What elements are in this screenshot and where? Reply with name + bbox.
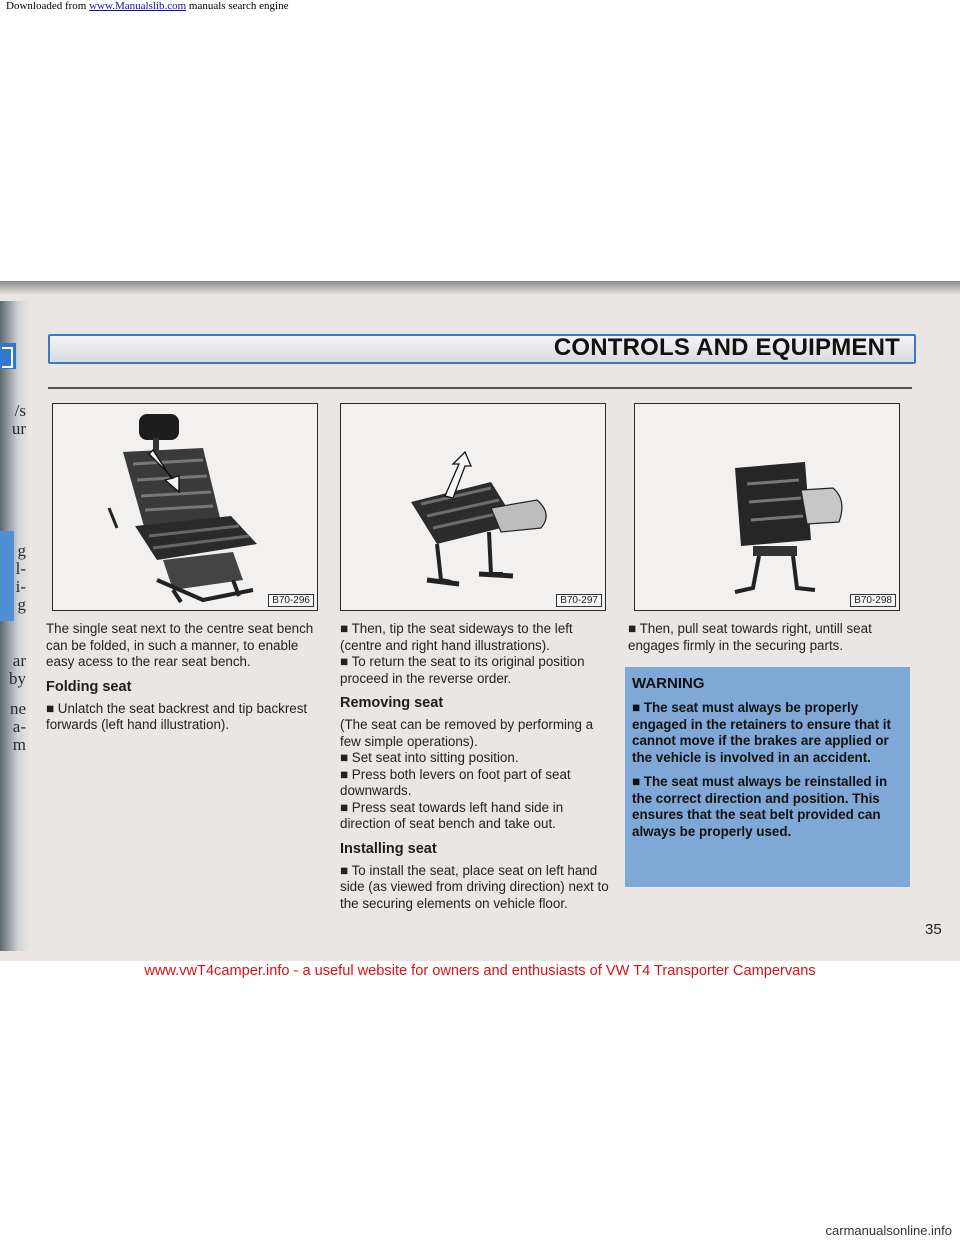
left-column: [46, 621, 316, 742]
backrest-lever: [109, 508, 117, 528]
top-banner: [6, 0, 288, 12]
removing-step: ■ Set seat into sitting position.: [340, 750, 519, 765]
figure-code: B70-296: [268, 594, 314, 607]
warning-engaged-text: ■ The seat must always be properly engaged in the retainers to ensure that it cannot move if the brakes are applied or the vehicle is involved in an accident.: [632, 700, 891, 765]
right-column: [628, 621, 910, 662]
manual-page: [0, 281, 960, 979]
warning-box: [625, 667, 910, 887]
previous-page-mark: i-: [15, 577, 26, 596]
folding-seat-text: ■ Unlatch the seat backrest and tip backrest forwards (left hand illustration).: [46, 700, 308, 732]
header-rule: [48, 387, 912, 389]
installing-seat-heading: Installing seat: [340, 840, 437, 857]
removing-seat-heading: Removing seat: [340, 695, 444, 711]
pull-seat-text: ■ Then, pull seat towards right, untill seat engages firmly in the securing parts.: [628, 621, 872, 653]
top-banner-prefix: Downloaded from: [6, 0, 90, 12]
previous-page-mark: g: [17, 595, 26, 614]
manualslib-link[interactable]: www.Manualslib.com: [89, 0, 187, 12]
headrest-post: [153, 438, 159, 452]
section-header: [48, 334, 916, 364]
seat-base: [753, 546, 797, 556]
bottom-watermark: carmanualsonline.info: [825, 1223, 952, 1238]
folding-seat-heading: Folding seat: [46, 678, 132, 695]
removing-step: ■ Press seat towards left hand side in direction of seat bench and take out.: [340, 799, 564, 831]
seat-legs: [735, 556, 815, 592]
seat-upright-illustration: [53, 404, 317, 610]
figure-code: B70-298: [850, 594, 896, 607]
previous-page-mark: /s: [14, 401, 26, 420]
previous-page-mark: ne: [9, 699, 26, 718]
page-number: 35: [925, 921, 942, 938]
previous-page-tab-bracket: [2, 347, 13, 368]
figure-code: B70-297: [556, 594, 602, 607]
previous-page-mark: l-: [15, 559, 26, 578]
previous-page-mark: ar: [12, 651, 26, 670]
removing-intro: (The seat can be removed by performing a few simple operations).: [340, 717, 594, 749]
intro-paragraph: The single seat next to the centre seat bench can be folded, in such a manner, to enable easy acess to the rear seat bench.: [46, 621, 314, 669]
previous-page-mark: by: [9, 669, 26, 688]
tip-sideways-text: ■ Then, tip the seat sideways to the left (centre and right hand illustrations).: [340, 621, 573, 653]
previous-page-edge: [0, 301, 30, 951]
previous-page-mark: g: [17, 541, 26, 560]
previous-page-mark: m: [12, 735, 26, 754]
section-title: CONTROLS AND EQUIPMENT: [553, 334, 900, 361]
page-top-shadow: [0, 281, 960, 295]
headrest: [139, 414, 179, 440]
previous-page-mark: ur: [11, 419, 26, 438]
seat-on-side: [735, 462, 811, 546]
reverse-order-text: ■ To return the seat to its original position proceed in the reverse order.: [340, 654, 585, 686]
previous-page-mark: a-: [12, 717, 26, 736]
middle-column: [340, 621, 610, 920]
figure-seat-tipped: [340, 403, 606, 611]
figure-seat-engaged: [634, 403, 900, 611]
top-banner-suffix: manuals search engine: [186, 0, 289, 12]
seat-engaged-illustration: [635, 404, 899, 610]
warning-reinstall-text: ■ The seat must always be reinstalled in the correct direction and position. This ensures that the seat belt provided can always be properly used.: [632, 774, 888, 839]
removing-step: ■ Press both levers on foot part of seat downwards.: [340, 766, 571, 798]
website-note: www.vwT4camper.info - a useful website for owners and enthusiasts of VW T4 Transporter Campervans: [144, 963, 816, 979]
seat-base: [163, 552, 243, 590]
installing-text: ■ To install the seat, place seat on left hand side (as viewed from driving direction) next to the securing elements on vehicle floor.: [340, 862, 609, 911]
seat-tipped-illustration: [341, 404, 605, 610]
seat-cushion-side: [801, 488, 842, 524]
figure-seat-folding: [52, 403, 318, 611]
warning-title: WARNING: [632, 675, 705, 692]
